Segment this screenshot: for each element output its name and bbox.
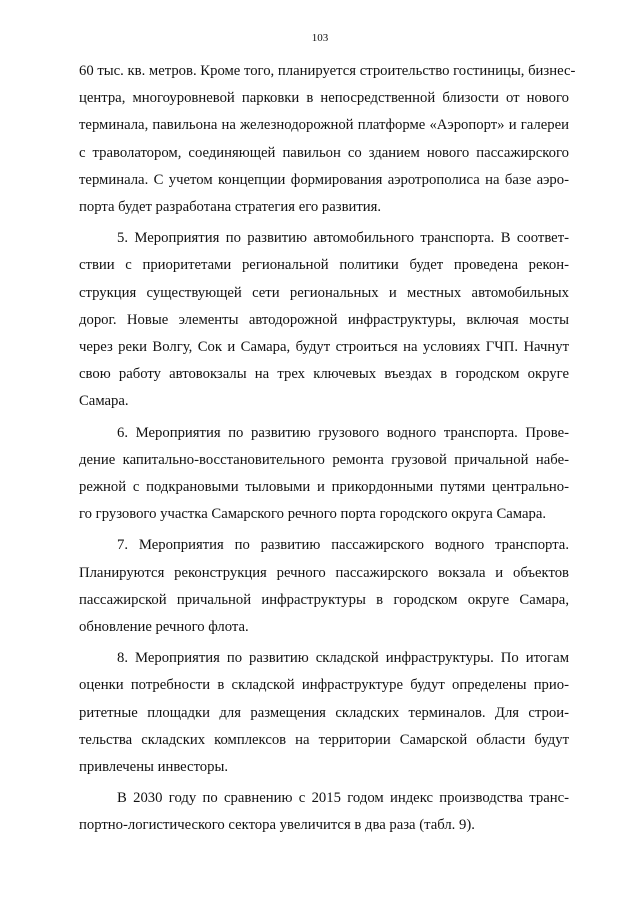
text-line: режной с подкрановыми тыловыми и прикордонными путями центрально-	[79, 479, 569, 496]
text-line: обновление речного флота.	[79, 619, 249, 636]
text-line: с траволатором, соединяющей павильон со зданием нового пассажирского	[79, 144, 569, 161]
text-line: тельства складских комплексов на территории Самарской области будут	[79, 731, 569, 748]
text-line: го грузового участка Самарского речного порта городского округа Самара.	[79, 506, 547, 523]
text-line: 5. Мероприятия по развитию автомобильного транспорта. В соответ-	[117, 230, 569, 247]
text-line: свою работу автовокзалы на трех ключевых въездах в городском округе	[79, 366, 569, 383]
paragraph-road-transport	[79, 225, 569, 415]
text-line: через реки Волгу, Сок и Самара, будут строиться на условиях ГЧП. Начнут	[79, 339, 569, 356]
text-line: терминала, павильона на железнодорожной платформе «Аэропорт» и галереи	[79, 117, 569, 134]
text-line: В 2030 году по сравнению с 2015 годом индекс производства транс-	[117, 790, 569, 807]
text-line: 6. Мероприятия по развитию грузового водного транспорта. Прове-	[117, 424, 569, 441]
text-line: Самара.	[79, 393, 129, 410]
text-line: терминала. С учетом концепции формирования аэротрополиса на базе аэро-	[79, 171, 569, 188]
text-line: дение капитально-восстановительного ремонта грузовой причальной набе-	[79, 451, 569, 468]
text-line: 7. Мероприятия по развитию пассажирского водного транспорта.	[117, 537, 569, 554]
text-line: центра, многоуровневой парковки в непосредственной близости от нового	[79, 90, 569, 107]
paragraph-warehouse-infrastructure	[79, 645, 569, 781]
paragraph-2030-index	[79, 785, 569, 839]
text-line: оценки потребности в складской инфраструктуре будут определены прио-	[79, 677, 569, 694]
text-line: привлечены инвесторы.	[79, 759, 229, 776]
text-line: дорог. Новые элементы автодорожной инфраструктуры, включая мосты	[79, 311, 569, 328]
text-line: струкция существующей сети региональных и местных автомобильных	[79, 284, 569, 301]
text-line: портно-логистического сектора увеличится в два раза (табл. 9).	[79, 817, 475, 834]
text-line: порта будет разработана стратегия его развития.	[79, 199, 382, 216]
paragraph-cargo-water-transport	[79, 420, 569, 529]
paragraph-passenger-water-transport	[79, 532, 569, 641]
text-line: Планируются реконструкция речного пассажирского вокзала и объектов	[79, 564, 569, 581]
page-number: 103	[311, 32, 329, 44]
text-line: пассажирской причальной инфраструктуры в городском округе Самара,	[79, 591, 569, 608]
text-line: ритетные площадки для размещения складских терминалов. Для строи-	[79, 704, 569, 721]
paragraph-airport-continuation	[79, 58, 576, 221]
text-line: 8. Мероприятия по развитию складской инфраструктуры. По итогам	[117, 650, 569, 667]
text-line: ствии с приоритетами региональной политики будет проведена рекон-	[79, 257, 569, 274]
document-body	[79, 58, 576, 840]
text-line: 60 тыс. кв. метров. Кроме того, планируется строительство гостиницы, бизнес-	[79, 63, 576, 79]
